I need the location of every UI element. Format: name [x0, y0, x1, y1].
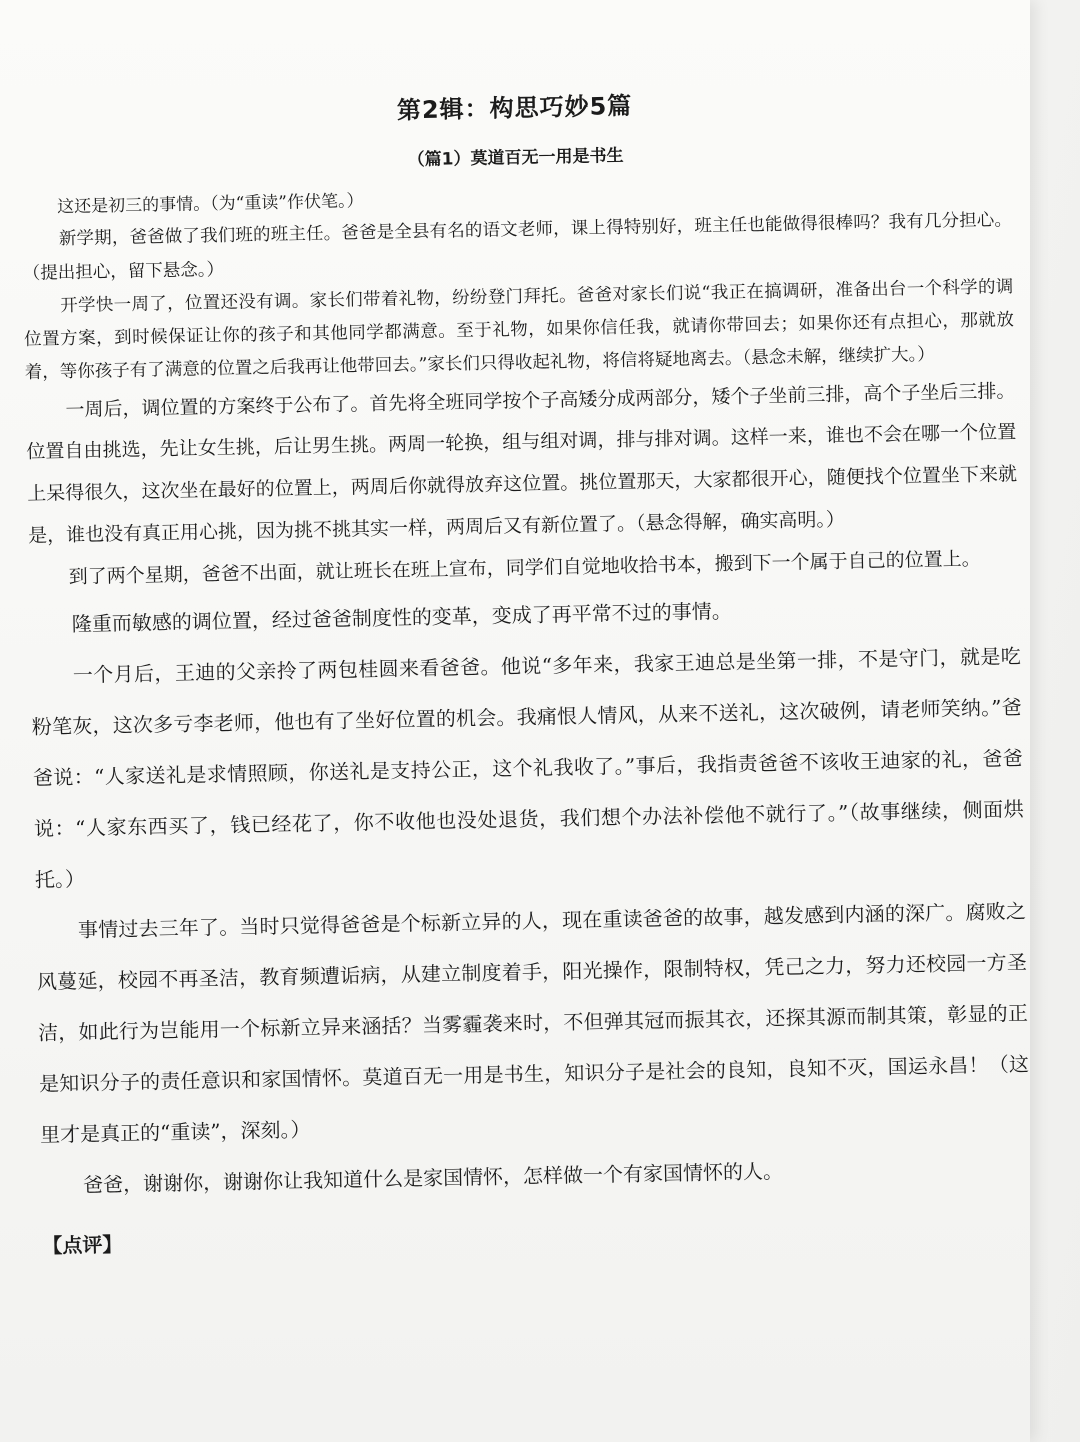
paragraph: 这还是初三的事情。（为“重读”作伏笔。） [56, 191, 364, 218]
paragraph: 一周后，调位置的方案终于公布了。首先将全班同学按个子高矮分成两部分，矮个子坐前三排，高个子坐后三排。位置自由挑选，先让女生挑，后让男生挑。两周一轮换，组与组对调，排与排对调。这样一来，谁也不会在哪一个位置上呆得很久，这次坐在最好的位置上，两周后你就得放弃这位置。挑位置那天，大家都很开心，随便找个位置坐下来就是，谁也没有真正用心挑，因为挑不挑其实一样，两周后又有新位置了。（悬念得解，确实高明。） [26, 379, 1018, 547]
review-heading: 【点评】 [42, 1231, 123, 1258]
paragraph: 事情过去三年了。当时只觉得爸爸是个标新立异的人，现在重读爸爸的故事，越发感到内涵的深广。腐败之风蔓延，校园不再圣洁，教育频遭诟病，从建立制度着手，阳光操作，限制特权，凭己之力，努力还校园一方圣洁，如此行为岂能用一个标新立异来涵括？当雾霾袭来时，不但弹其冠而振其衣，还探其源而制其策，彰显的正是知识分子的责任意识和家国情怀。莫道百无一用是书生，知识分子是社会的良知，良知不灭，国运永昌！（这里才是真正的“重读”，深刻。） [36, 898, 1030, 1147]
paragraph: 隆重而敏感的调位置，经过爸爸制度性的变革，变成了再平常不过的事情。 [71, 598, 732, 636]
paragraph: 新学期，爸爸做了我们班的班主任。爸爸是全县有名的语文老师，课上得特别好，班主任也能做得很棒吗？我有几分担心。（提出担心，留下悬念。） [22, 210, 1013, 284]
paragraph: 爸爸，谢谢你，谢谢你让我知道什么是家国情怀，怎样做一个有家国情怀的人。 [82, 1158, 784, 1197]
essay-title: （篇1）莫道百无一用是书生 [407, 145, 624, 171]
paragraph: 一个月后，王迪的父亲拎了两包桂圆来看爸爸。他说“多年来，我家王迪总是坐第一排，不是守门，就是吃粉笔灰，这次多亏李老师，他也有了坐好位置的机会。我痛恨人情风，从来不送礼，这次破例，请老师笑纳。”爸爸说：“人家送礼是求情照顾，你送礼是支持公正，这个礼我收了。”事后，我指责爸爸不该收王迪家的礼，爸爸说：“人家东西买了，钱已经花了，你不收他也没处退货，我们想个办法补偿他不就行了。”（故事继续，侧面烘托。） [31, 643, 1025, 892]
paragraph: 开学快一周了，位置还没有调。家长们带着礼物，纷纷登门拜托。爸爸对家长们说“我正在搞调研，准备出台一个科学的调位置方案，到时候保证让你的孩子和其他同学都满意。至于礼物，如果你信任我，就请你带回去；如果你还有点担心，那就放着，等你孩子有了满意的位置之后我再让他带回去。”家长们只得收起礼物，将信将疑地离去。（悬念未解，继续扩大。） [23, 276, 1015, 384]
printed-page [19, 78, 1032, 1258]
chapter-title: 第2辑：构思巧妙5篇 [396, 91, 633, 125]
paragraph: 到了两个星期，爸爸不出面，就让班长在班上宣布，同学们自觉地收拾书本，搬到下一个属于自己的位置上。 [68, 547, 981, 588]
